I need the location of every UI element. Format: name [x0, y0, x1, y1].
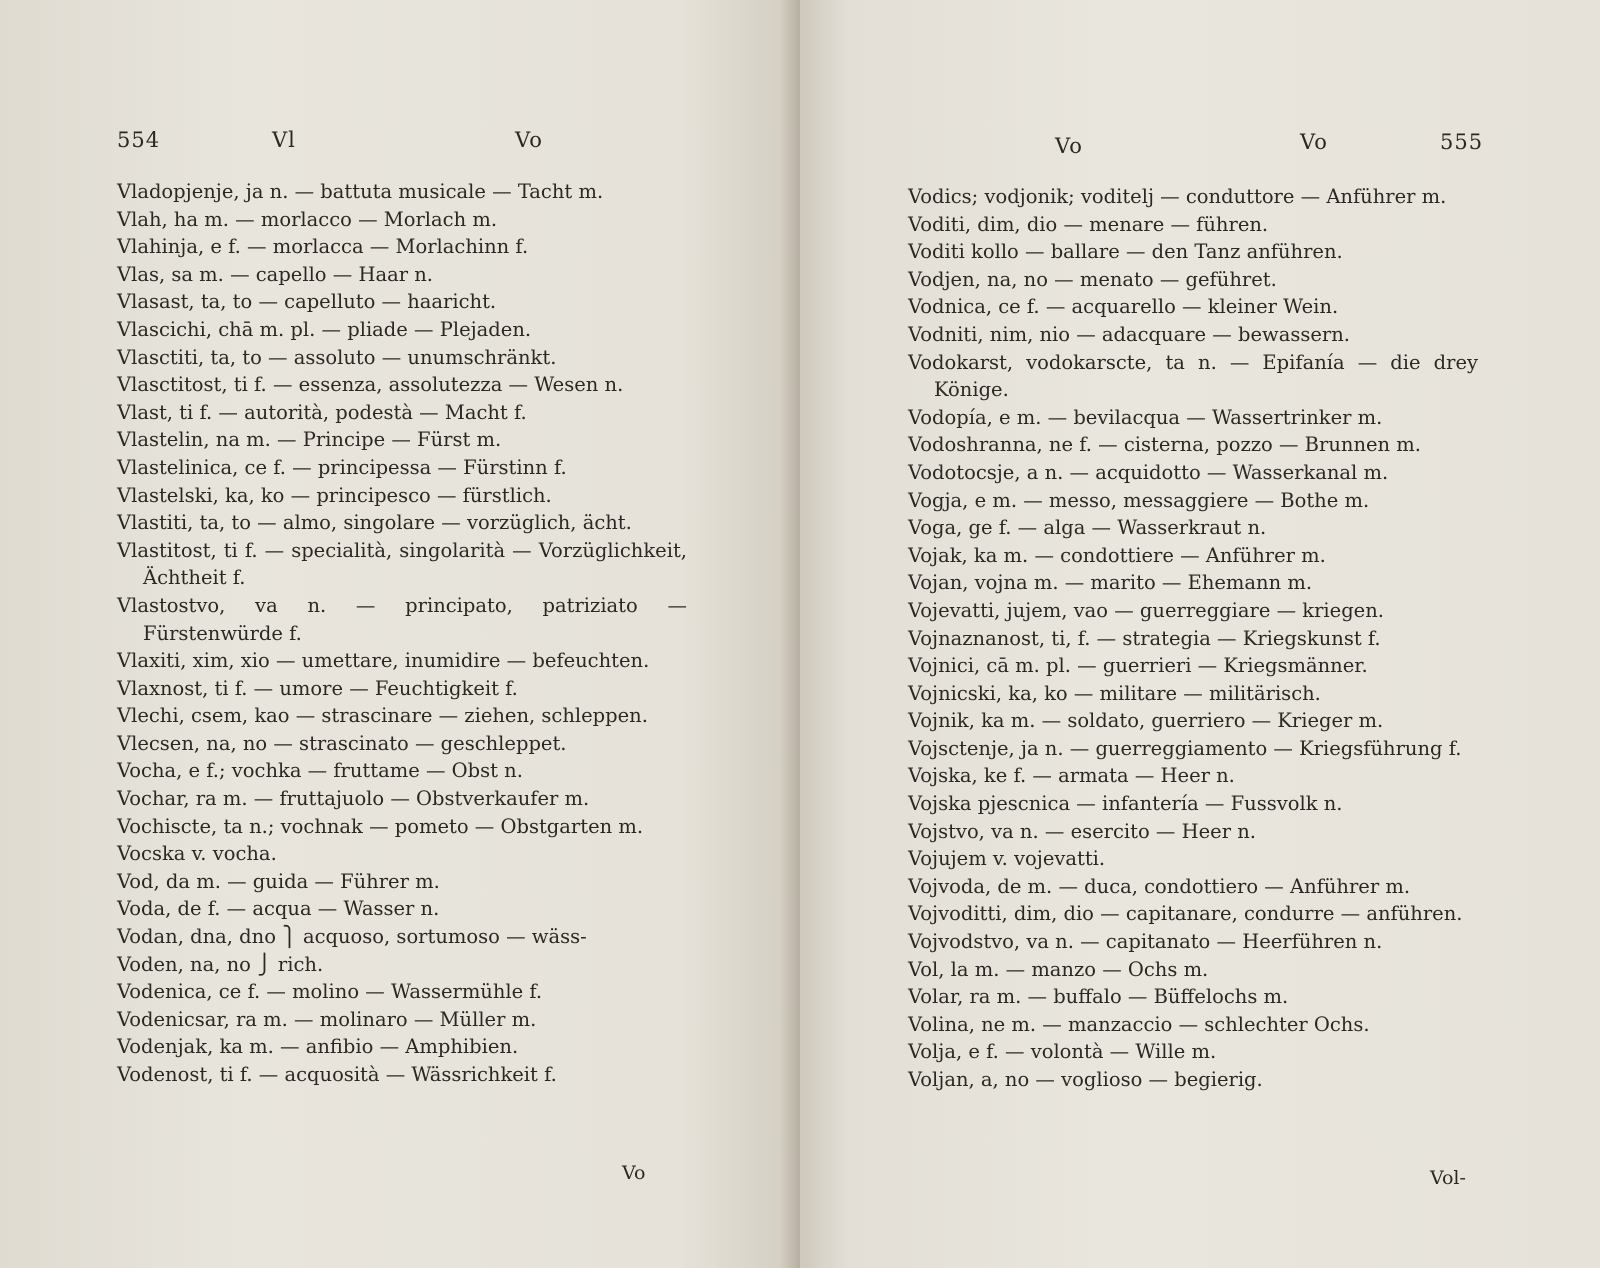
dictionary-entry: Vojska, ke f. — armata — Heer n.: [908, 764, 1235, 788]
dictionary-entry: Vod, da m. — guida — Führer m.: [117, 869, 440, 893]
dictionary-entry: Vocska v. vocha.: [117, 842, 277, 866]
dictionary-entry: Vojevatti, jujem, vao — guerreggiare — kriegen.: [908, 598, 1384, 622]
dictionary-entry: Volja, e f. — volontà — Wille m.: [908, 1040, 1217, 1064]
catchword: Vol-: [1430, 1167, 1466, 1189]
dictionary-entry: Vojan, vojna m. — marito — Ehemann m.: [908, 571, 1313, 595]
dictionary-entry: Vochiscte, ta n.; vochnak — pometo — Obstgarten m.: [117, 814, 644, 838]
dictionary-entry: Vojvoda, de m. — duca, condottiero — Anführer m.: [908, 874, 1411, 898]
dictionary-entry: Vlast, ti f. — autorità, podestà — Macht f.: [117, 400, 527, 424]
dictionary-entry: Vojnik, ka m. — soldato, guerriero — Krieger m.: [908, 709, 1384, 733]
dictionary-entry: Voga, ge f. — alga — Wasserkraut n.: [908, 516, 1267, 540]
dictionary-entry: Vodics; vodjonik; voditelj — conduttore — Anführer m.: [908, 185, 1447, 208]
dictionary-entry: Vojstvo, va n. — esercito — Heer n.: [908, 819, 1256, 843]
dictionary-entry: Vochar, ra m. — fruttajuolo — Obstverkaufer m.: [117, 787, 590, 811]
dictionary-entry: Vodokarst, vodokarscte, ta n. — Epifanía — die drey Könige.: [908, 350, 1478, 402]
dictionary-entry: Vojsctenje, ja n. — guerreggiamento — Kriegsführung f.: [908, 736, 1462, 760]
dictionary-entry: Volina, ne m. — manzaccio — schlechter Ochs.: [908, 1012, 1370, 1036]
dictionary-entry: Vodenjak, ka m. — anfibio — Amphibien.: [117, 1035, 519, 1059]
dictionary-entry: Vladopjenje, ja n. — battuta musicale — Tacht m.: [117, 180, 604, 203]
dictionary-entry: Vojujem v. vojevatti.: [908, 847, 1106, 871]
dictionary-entry: Vlaxiti, xim, xio — umettare, inumidire — befeuchten.: [117, 649, 650, 673]
entry-list: [117, 178, 687, 1089]
dictionary-entry: Vodenica, ce f. — molino — Wassermühle f.: [117, 980, 543, 1004]
dictionary-entry: Vogja, e m. — messo, messaggiere — Bothe m.: [908, 488, 1370, 512]
dictionary-entry: Vodopía, e m. — bevilacqua — Wassertrinker m.: [908, 405, 1383, 429]
dictionary-entry: Vlasast, ta, to — capelluto — haaricht.: [117, 290, 497, 314]
page-number: 555: [1440, 130, 1484, 154]
dictionary-entry: Vlastitost, ti f. — specialità, singolarità — Vorzüglichkeit, Ächtheit f.: [117, 538, 687, 590]
dictionary-entry: Vlastelski, ka, ko — principesco — fürstlich.: [117, 483, 552, 507]
catchword: Vo: [622, 1162, 646, 1184]
dictionary-entry: Voden, na, no ⎭ rich.: [117, 952, 324, 976]
dictionary-entry: Vodenicsar, ra m. — molinaro — Müller m.: [117, 1007, 537, 1031]
dictionary-entry: Vlasctitost, ti f. — essenza, assolutezza — Wesen n.: [117, 373, 624, 397]
right-page: [800, 0, 1600, 1268]
dictionary-entry: Vlaxnost, ti f. — umore — Feuchtigkeit f.: [117, 676, 518, 700]
dictionary-entry: Vodniti, nim, nio — adacquare — bewassern.: [908, 322, 1350, 346]
dictionary-entry: Vlastostvo, va n. — principato, patriziato — Fürstenwürde f.: [117, 593, 687, 645]
dictionary-entry: Vodenost, ti f. — acquosità — Wässrichkeit f.: [117, 1063, 557, 1086]
dictionary-entry: Vojak, ka m. — condottiere — Anführer m.: [908, 543, 1326, 567]
dictionary-entry: Vlasctiti, ta, to — assoluto — unumschränkt.: [117, 345, 557, 369]
dictionary-entry: Vojvodstvo, va n. — capitanato — Heerführen n.: [908, 930, 1383, 954]
dictionary-entry: Vodoshranna, ne f. — cisterna, pozzo — Brunnen m.: [908, 433, 1421, 457]
entry-list: [908, 183, 1478, 1094]
dictionary-entry: Vodotocsje, a n. — acquidotto — Wasserkanal m.: [908, 460, 1389, 484]
running-head-right: Vo: [515, 128, 543, 152]
dictionary-entry: Vodnica, ce f. — acquarello — kleiner Wein.: [908, 295, 1339, 319]
dictionary-entry: Vlecsen, na, no — strascinato — geschleppet.: [117, 731, 567, 755]
dictionary-entry: Voditi kollo — ballare — den Tanz anführen.: [908, 240, 1343, 264]
dictionary-entry: Vojnaznanost, ti, f. — strategia — Kriegskunst f.: [908, 626, 1381, 650]
dictionary-entry: Vlahinja, e f. — morlacca — Morlachinn f.: [117, 235, 529, 259]
dictionary-entry: Vlastelin, na m. — Principe — Fürst m.: [117, 428, 502, 452]
dictionary-entry: Voditi, dim, dio — menare — führen.: [908, 212, 1269, 236]
dictionary-entry: Vlastelinica, ce f. — principessa — Fürstinn f.: [117, 455, 567, 479]
dictionary-entry: Vocha, e f.; vochka — fruttame — Obst n.: [117, 759, 523, 783]
dictionary-entry: Vol, la m. — manzo — Ochs m.: [908, 957, 1209, 981]
dictionary-entry: Vlastiti, ta, to — almo, singolare — vorzüglich, ächt.: [117, 511, 632, 535]
dictionary-entry: Vojnici, cā m. pl. — guerrieri — Kriegsmänner.: [908, 654, 1368, 678]
dictionary-entry: Vojnicski, ka, ko — militare — militärisch.: [908, 681, 1321, 705]
dictionary-entry: Vlechi, csem, kao — strascinare — ziehen, schleppen.: [117, 704, 648, 728]
dictionary-entry: Vojska pjescnica — infantería — Fussvolk n.: [908, 792, 1343, 816]
dictionary-entry: Vlah, ha m. — morlacco — Morlach m.: [117, 207, 498, 231]
running-head-left: Vo: [1055, 134, 1083, 158]
dictionary-entry: Voljan, a, no — voglioso — begierig.: [908, 1068, 1263, 1091]
page-number: 554: [117, 128, 161, 152]
dictionary-entry: Voda, de f. — acqua — Wasser n.: [117, 897, 440, 921]
running-head-right: Vo: [1300, 130, 1328, 154]
dictionary-entry: Vlas, sa m. — capello — Haar n.: [117, 262, 433, 286]
dictionary-entry: Vodan, dna, dno ⎫ acquoso, sortumoso — wäss-: [117, 925, 587, 949]
running-head-left: Vl: [272, 128, 296, 152]
dictionary-entry: Vlascichi, chā m. pl. — pliade — Plejaden.: [117, 317, 532, 341]
dictionary-entry: Vojvoditti, dim, dio — capitanare, condurre — anführen.: [908, 902, 1463, 926]
dictionary-entry: Volar, ra m. — buffalo — Büffelochs m.: [908, 985, 1289, 1009]
dictionary-entry: Vodjen, na, no — menato — geführet.: [908, 267, 1277, 291]
